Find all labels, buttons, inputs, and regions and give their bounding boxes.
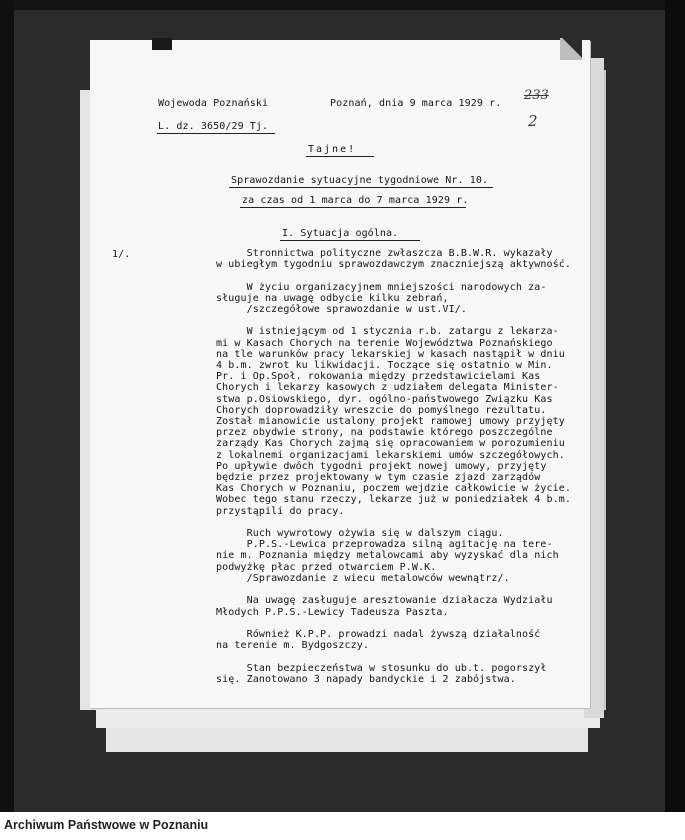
classification-mark: Tajne! — [308, 144, 357, 155]
section-heading: I. Sytuacja ogólna. — [282, 228, 399, 239]
report-title-underline — [229, 187, 493, 188]
handwritten-folio: 2 — [528, 112, 538, 130]
frame-edge-right — [665, 0, 685, 812]
section-heading-underline — [280, 240, 420, 241]
report-period: za czas od 1 marca do 7 marca 1929 r. — [242, 195, 469, 206]
archive-footer — [0, 812, 685, 840]
paper-clip-mark — [152, 38, 172, 50]
folded-corner — [560, 38, 582, 60]
issuing-authority: Wojewoda Poznański — [158, 98, 269, 109]
report-title: Sprawozdanie sytuacyjne tygodniowe Nr. 10. — [231, 175, 489, 186]
frame-edge-top — [0, 0, 685, 10]
margin-number: 1/. — [112, 249, 131, 260]
frame-edge-left — [0, 0, 14, 812]
archive-name: Archiwum Państwowe w Poznaniu — [4, 818, 209, 832]
reference-underline — [157, 133, 275, 134]
classification-underline — [306, 156, 374, 157]
handwritten-folio-struck: 233 — [524, 88, 549, 103]
report-body: Stronnictwa polityczne zwłaszcza B.B.W.R. wykazały w ubiegłym tygodniu sprawozdawczym znaczniejszą aktywność. W życiu organizacyjnem mniejszości narodowych za- sługuje na uwagę odbycie kilku zebrań, /szczegółowe sprawozdanie w ust.VI/. W istniejącym od 1 stycznia r.b. zatargu z lekarza- mi w Kasach Chorych na terenie Województwa Poznańskiego na tle warunków pracy lekarskiej w kasach nastąpił w dniu 4 b.m. zwrot ku likwidacji. Toczące się ostatnio w Min. Pr. i Op.Społ. rokowania między przedstawicielami Kas Chorych i lekarzy kasowych z udziałem delegata Minister- stwa p.Osiowskiego, dyr. ogólno-państwowego Związku Kas Chorych doprowadziły wreszcie do pomyślnego rezultatu. Został mianowicie ustalony projekt ramowej umowy przyjęty przez obydwie strony, na podstawie którego poszczególne zarządy Kas Chorych zajmą się opracowaniem w porozumieniu z lokalnemi organizacjami lekarskiemi umów szczegółowych. Po upływie dwóch tygodni projekt nowej umowy, przyjęty będzie przez projektowany w tym czasie zjazd zarządów Kas Chorych w Poznaniu, poczem wejdzie całkowicie w życie. Wobec tego stanu rzeczy, lekarze już w poniedziałek 4 b.m. przystąpili do pracy. Ruch wywrotowy ożywia się w dalszym ciągu. P.P.S.-Lewica przeprowadza silną agitację na tere- nie m. Poznania między metalowcami aby wyzyskać dla nich podwyżkę płac przed otwarciem P.W.K. /Sprawozdanie z wiecu metalowców wewnątrz/. Na uwagę zasługuje aresztowanie działacza Wydziału Młodych P.P.S.-Lewicy Tadeusza Paszta. Również K.P.P. prowadzi nadal żywszą działalność na terenie m. Bydgoszczy. Stan bezpieczeństwa w stosunku do ub.t. pogorszył się. Zanotowano 3 napady bandyckie i 2 zabójstwa. — [216, 248, 571, 685]
report-period-underline — [240, 207, 466, 208]
reference-number: L. dz. 3650/29 Tj. — [158, 121, 269, 132]
place-and-date: Poznań, dnia 9 marca 1929 r. — [330, 98, 502, 109]
